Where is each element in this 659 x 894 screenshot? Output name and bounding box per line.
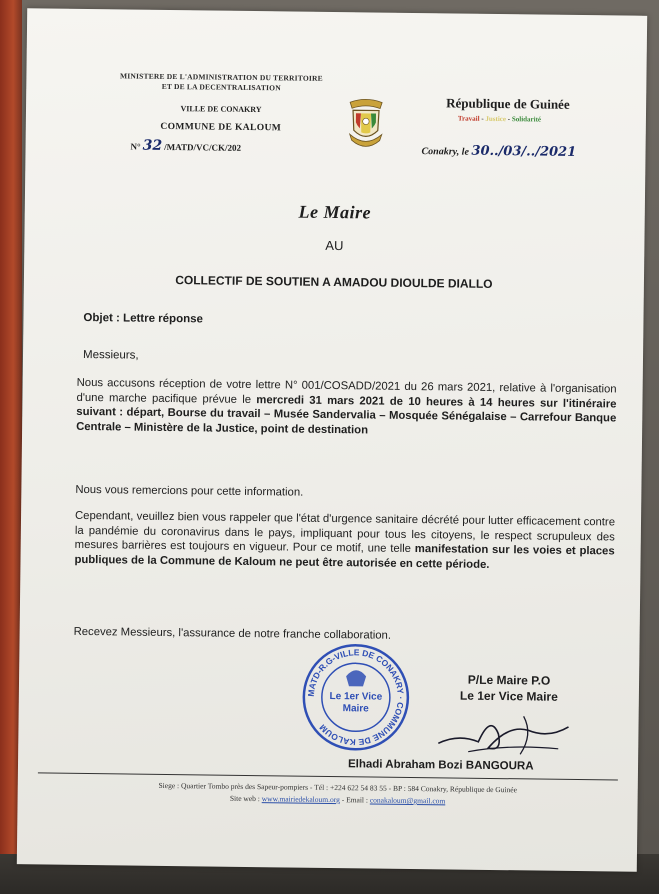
website-link[interactable]: www.mairiedekaloum.org bbox=[261, 794, 340, 805]
paragraph-text: Nous accusons réception de votre lettre N° 001/COSADD/2021 du 26 mars 2021, relative à l'organisation d'une marche pacifique prévue le bbox=[76, 376, 617, 406]
motto-separator: - bbox=[479, 114, 486, 123]
footer-divider bbox=[38, 772, 618, 780]
salutation: Messieurs, bbox=[82, 348, 139, 362]
paragraph-bold-text: manifestation sur les voies et places publiques de la Commune de Kaloum ne peut être autorisée en cette période. bbox=[74, 543, 615, 571]
stamp-outer-text: MATD-R.G-VILLE DE CONAKRY · COMMUNE DE KALOUM bbox=[305, 647, 406, 748]
date-line bbox=[421, 143, 576, 160]
ministry-line-1: MINISTERE DE L'ADMINISTRATION DU TERRITOIRE bbox=[119, 71, 323, 83]
paragraph-closing: Recevez Messieurs, l'assurance de notre franche collaboration. bbox=[73, 625, 392, 642]
signatory-title-line-1: P/Le Maire P.O bbox=[467, 672, 551, 688]
ref-prefix: N° bbox=[130, 141, 141, 152]
signatory-title bbox=[419, 671, 599, 705]
footer-address: Siege : Quartier Tombo près des Sapeur-pompiers - Tél : +224 622 54 83 55 - BP : 584 Conakry, République de Guinée bbox=[158, 780, 518, 795]
commune-label: COMMUNE DE KALOUM bbox=[160, 121, 282, 134]
ref-suffix: /MATD/VC/CK/202 bbox=[164, 141, 242, 153]
motto-solidarite: Solidarité bbox=[511, 115, 542, 124]
subject-line: Objet : Lettre réponse bbox=[83, 311, 204, 326]
motto-travail: Travail bbox=[457, 114, 480, 123]
au-label: AU bbox=[325, 237, 344, 254]
paragraph-text: Pour ce motif, une telle bbox=[292, 541, 415, 556]
ministry-line-2: ET DE LA DECENTRALISATION bbox=[161, 81, 281, 93]
email-link[interactable]: conakaloum@gmail.com bbox=[369, 795, 446, 806]
national-motto bbox=[458, 115, 541, 124]
recipient: COLLECTIF DE SOUTIEN A AMADOU DIOULDE DIALLO bbox=[175, 273, 493, 291]
date-handwritten: 30../03/../2021 bbox=[471, 143, 577, 160]
paragraph-refusal bbox=[74, 509, 615, 574]
reference-number bbox=[130, 138, 241, 155]
stamp-center-line-1: Le 1er Vice bbox=[329, 690, 383, 703]
stamp-center-line-2: Maire bbox=[342, 703, 369, 715]
official-stamp-icon bbox=[300, 642, 411, 753]
paragraph-bold-text: mercredi 31 mars 2021 de 10 heures à 14 heures sur l'itinéraire suivant : départ, Bourse du travail – Musée Sandervalia – Mosquée Sénégalaise – Carrefour Banque Centrale – Ministère de la Justice, point de destination bbox=[76, 393, 617, 436]
footer-email-label: - Email : bbox=[339, 795, 370, 805]
motto-separator: - bbox=[505, 115, 512, 124]
footer-web-label: Site web : bbox=[229, 793, 262, 804]
motto-justice: Justice bbox=[485, 114, 507, 124]
date-prefix: Conakry, le bbox=[421, 146, 470, 158]
signatory-title-line-2: Le 1er Vice Maire bbox=[459, 688, 558, 704]
sender-title: Le Maire bbox=[298, 201, 372, 223]
paragraph-text: Cependant, veuillez bien vous rappeler que l'état d'urgence sanitaire décrété pour lutter efficacement contre la pandémie du coronavirus dans le pays, impliquant pour tous les citoyens, le respect scrupuleux des mesures barrières est toujours en vigueur. bbox=[74, 509, 616, 554]
paragraph-reception bbox=[76, 376, 617, 441]
ref-handwritten-number: 32 bbox=[142, 137, 163, 154]
ministry-heading bbox=[86, 71, 356, 94]
republic-title: République de Guinée bbox=[446, 95, 570, 112]
letter-page bbox=[17, 8, 647, 872]
signatory-name: Elhadi Abraham Bozi BANGOURA bbox=[347, 758, 534, 773]
paragraph-thanks: Nous vous remercions pour cette information. bbox=[75, 483, 304, 499]
ville-label: VILLE DE CONAKRY bbox=[180, 104, 262, 115]
guinea-coat-of-arms-icon bbox=[343, 94, 388, 155]
handwritten-signature-icon bbox=[428, 703, 579, 765]
